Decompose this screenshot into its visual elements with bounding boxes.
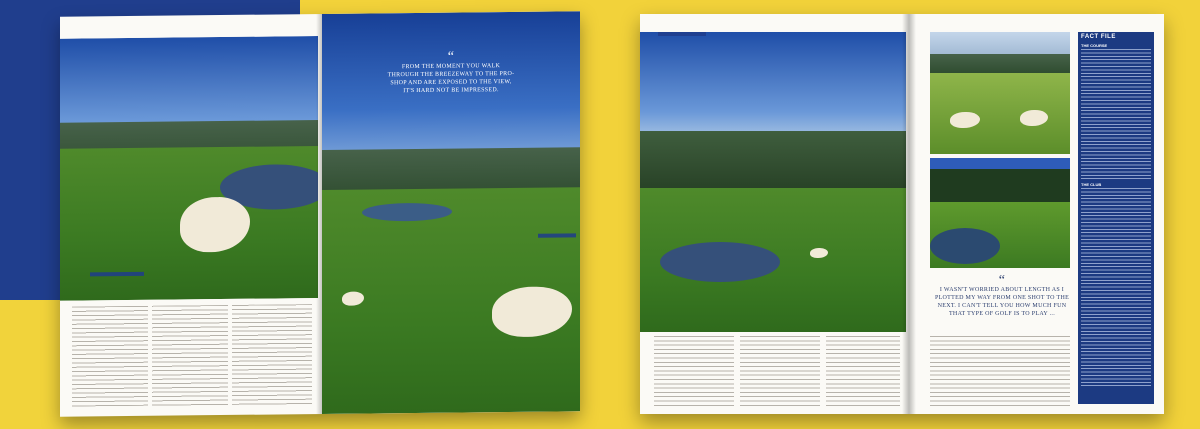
fact-file-box [1078,32,1154,404]
spine [902,14,916,414]
body-text-col4 [930,336,1070,406]
magazine-spread-left [60,11,580,416]
fact-section-course: THE COURSE [1081,43,1108,48]
photo-caption-aerial [658,32,706,36]
quote-mark-icon: “ [998,273,1006,288]
body-text-col1 [654,336,734,406]
golf-hole-photo-bottom [930,158,1070,268]
pull-quote-right: “ I WASN'T WORRIED ABOUT LENGTH AS I PLOTTED MY WAY FROM ONE SHOT TO THE NEXT. I CAN'T TELL YOU HOW MUCH FUN THAT TYPE OF GOLF IS TO PLAY ... [932,276,1072,318]
golf-hole-photo-top [930,32,1070,154]
fact-club-text [1081,188,1151,388]
body-text-col3 [826,336,900,406]
golf-course-photo-right [322,11,580,414]
pull-quote-left: “ FROM THE MOMENT YOU WALK THROUGH THE BREEZEWAY TO THE PRO-SHOP AND ARE EXPOSED TO THE VIEW, IT'S HARD NOT BE IMPRESSED. [387,49,515,95]
golf-course-aerial-photo [640,32,906,332]
magazine-spread-right [640,14,1164,414]
fact-course-text [1081,49,1151,179]
body-text-right [232,304,312,405]
body-text-mid [152,305,228,406]
golf-course-photo-left [60,36,318,301]
photo-caption-left [90,272,144,277]
fact-section-club: THE CLUB [1081,182,1102,187]
photo-caption-right [538,233,576,237]
body-text-col2 [740,336,820,406]
fact-file-title: FACT FILE [1081,34,1116,40]
body-text-left [72,306,148,407]
quote-mark-icon: “ [447,49,455,65]
